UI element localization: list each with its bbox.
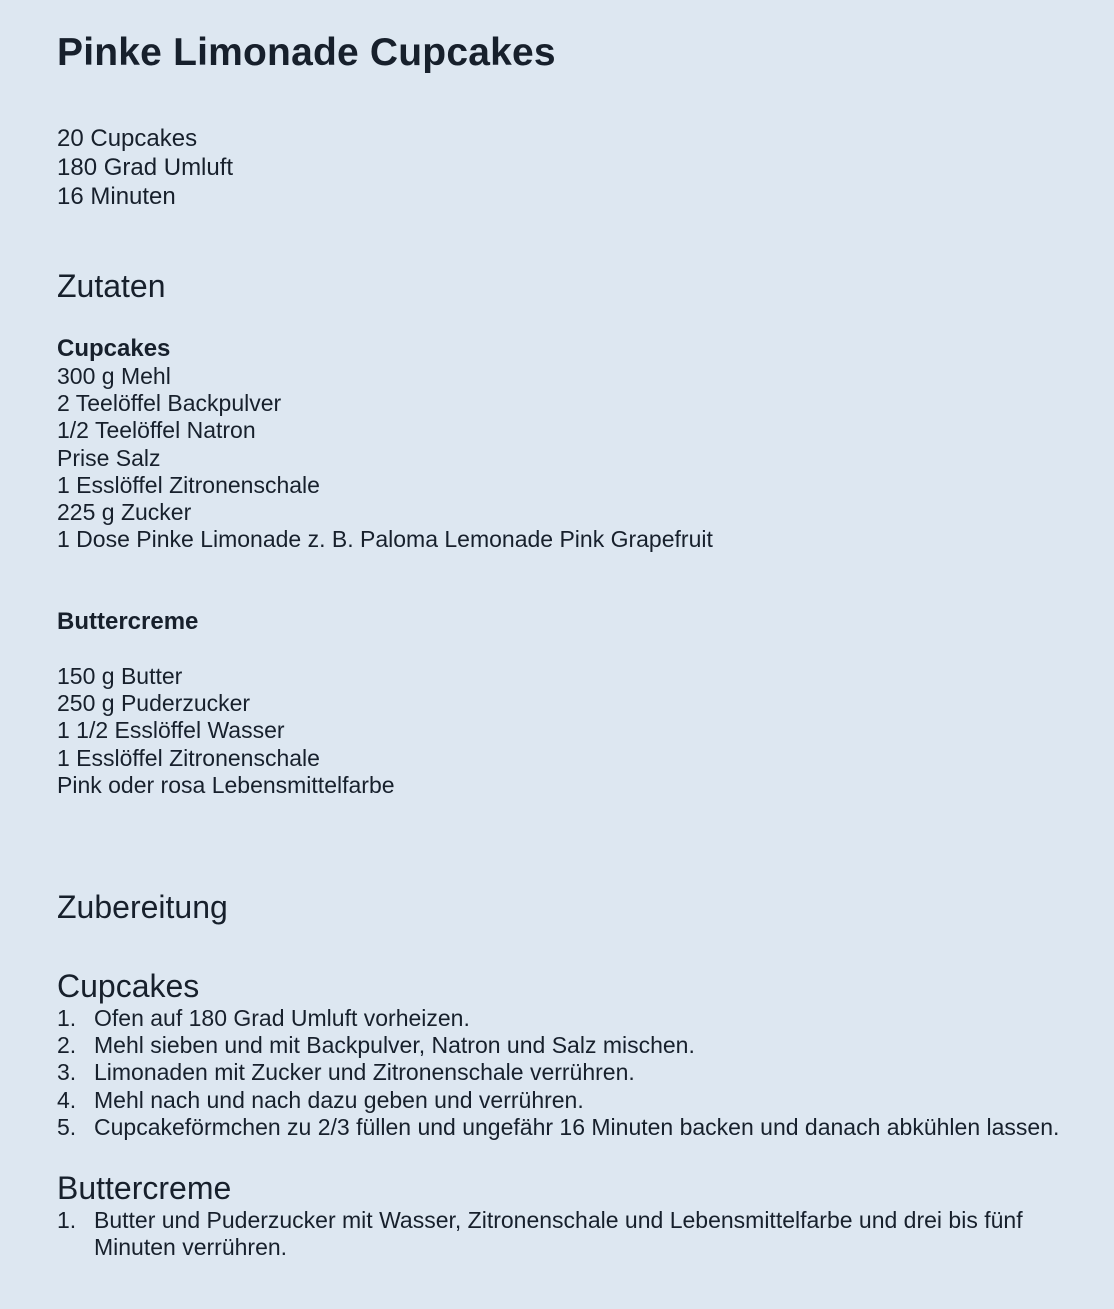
recipe-meta <box>57 124 233 211</box>
step-number: 4. <box>57 1086 77 1113</box>
ingredient-item: 1 1/2 Esslöffel Wasser <box>57 717 285 744</box>
step-text: Butter und Puderzucker mit Wasser, Zitronenschale und Lebensmittelfarbe und drei bis fünf Minuten verrühren. <box>94 1207 1023 1261</box>
ingredients-heading: Zutaten <box>57 268 166 304</box>
step-text: Mehl sieben und mit Backpulver, Natron und Salz mischen. <box>94 1032 695 1059</box>
bake-time-text: 16 Minuten <box>57 183 176 210</box>
step-item <box>57 1087 1059 1114</box>
preparation-heading: Zubereitung <box>57 889 228 925</box>
step-text: Cupcakeförmchen zu 2/3 füllen und ungefähr 16 Minuten backen und danach abkühlen lassen. <box>94 1113 1060 1140</box>
ingredient-item: 1 Dose Pinke Limonade z. B. Paloma Lemonade Pink Grapefruit <box>57 526 713 553</box>
ingredient-item: 1 Esslöffel Zitronenschale <box>57 471 320 498</box>
step-item <box>57 1114 1059 1141</box>
step-number: 1. <box>57 1005 77 1031</box>
ingredient-item: 1/2 Teelöffel Natron <box>57 417 256 444</box>
ingredient-item: 225 g Zucker <box>57 499 192 526</box>
temperature-text: 180 Grad Umluft <box>57 154 234 181</box>
ingredient-item: 300 g Mehl <box>57 363 171 389</box>
step-text: Limonaden mit Zucker und Zitronenschale verrühren. <box>94 1059 635 1086</box>
step-item <box>57 1005 1059 1032</box>
ingredient-item: Prise Salz <box>57 444 161 471</box>
cupcake-ingredients-list <box>57 363 713 553</box>
step-number: 5. <box>57 1113 77 1140</box>
ingredient-item: 1 Esslöffel Zitronenschale <box>57 744 320 771</box>
step-number: 3. <box>57 1059 77 1086</box>
step-text: Ofen auf 180 Grad Umluft vorheizen. <box>94 1005 470 1031</box>
cupcake-ingredients-heading: Cupcakes <box>57 335 171 362</box>
ingredient-item: 2 Teelöffel Backpulver <box>57 390 282 417</box>
buttercreme-ingredients-list <box>57 663 395 799</box>
step-item <box>57 1032 1059 1059</box>
ingredient-item: Pink oder rosa Lebensmittelfarbe <box>57 771 395 798</box>
ingredient-item: 150 g Butter <box>57 663 183 689</box>
buttercreme-ingredients-heading: Buttercreme <box>57 608 199 635</box>
step-number: 2. <box>57 1032 77 1059</box>
cupcake-steps-list <box>57 1005 1059 1141</box>
buttercreme-steps-list <box>57 1207 1057 1261</box>
ingredient-item: 250 g Puderzucker <box>57 690 251 717</box>
step-text: Mehl nach und nach dazu geben und verrühren. <box>94 1086 584 1113</box>
step-number: 1. <box>57 1207 77 1233</box>
cupcake-steps-heading: Cupcakes <box>57 968 200 1004</box>
page-title: Pinke Limonade Cupcakes <box>57 31 556 74</box>
step-item <box>57 1207 1057 1261</box>
buttercreme-steps-heading: Buttercreme <box>57 1170 232 1206</box>
step-item <box>57 1059 1059 1086</box>
servings-text: 20 Cupcakes <box>57 125 198 152</box>
